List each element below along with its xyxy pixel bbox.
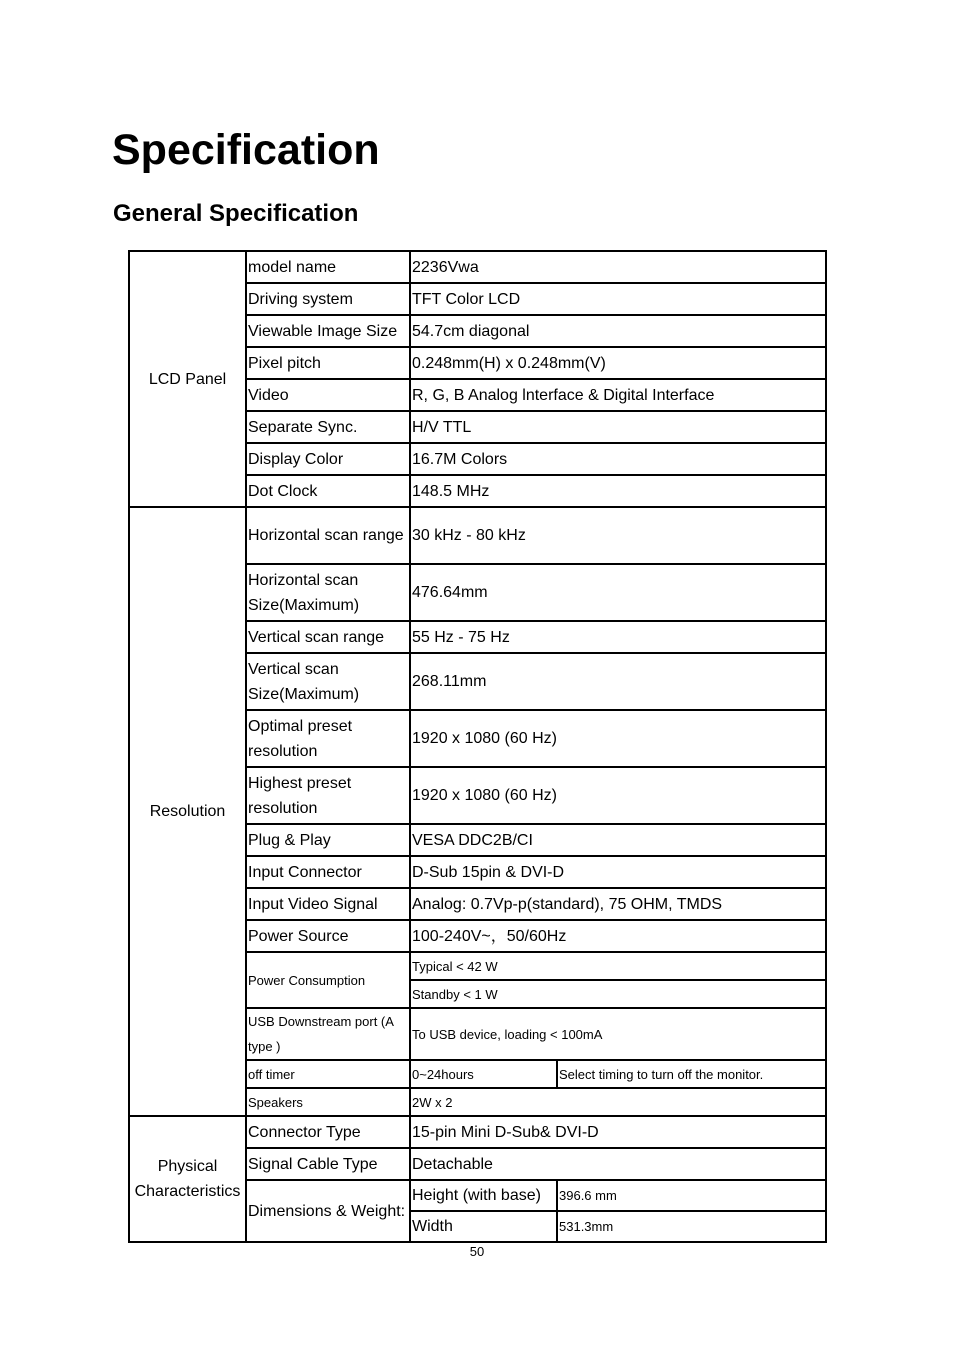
spec-label: Viewable Image Size [246, 315, 410, 347]
spec-label: Vertical scan Size(Maximum) [246, 653, 410, 710]
spec-label: Driving system [246, 283, 410, 315]
group-label-lcd-panel: LCD Panel [129, 251, 246, 507]
spec-value: VESA DDC2B/CI [410, 824, 826, 856]
spec-sublabel: Width [410, 1211, 557, 1242]
spec-label: Horizontal scan Size(Maximum) [246, 564, 410, 621]
spec-label: Separate Sync. [246, 411, 410, 443]
spec-label: Speakers [246, 1088, 410, 1116]
page-number: 50 [469, 1244, 485, 1259]
spec-label: Plug & Play [246, 824, 410, 856]
table-row [129, 1116, 826, 1148]
spec-value: 16.7M Colors [410, 443, 826, 475]
page-title: Specification [112, 126, 380, 174]
spec-label: Pixel pitch [246, 347, 410, 379]
table-row [129, 507, 826, 564]
group-label-physical: Physical Characteristics [129, 1116, 246, 1242]
section-heading: General Specification [113, 200, 359, 227]
spec-sublabel: Height (with base) [410, 1180, 557, 1211]
spec-label: Input Video Signal [246, 888, 410, 920]
spec-value: D-Sub 15pin & DVI-D [410, 856, 826, 888]
spec-label: Vertical scan range [246, 621, 410, 653]
spec-value: H/V TTL [410, 411, 826, 443]
spec-value: R, G, B Analog lnterface & Digital Interface [410, 379, 826, 411]
spec-value: Typical < 42 W [410, 952, 826, 980]
spec-label: Dimensions & Weight: [246, 1180, 410, 1242]
spec-value: 15-pin Mini D-Sub& DVI-D [410, 1116, 826, 1148]
spec-value: 148.5 MHz [410, 475, 826, 507]
spec-value: 55 Hz - 75 Hz [410, 621, 826, 653]
spec-value: 100-240V~，50/60Hz [410, 920, 826, 952]
spec-value: 0.248mm(H) x 0.248mm(V) [410, 347, 826, 379]
spec-value: 0~24hours [410, 1060, 557, 1088]
spec-value: Analog: 0.7Vp-p(standard), 75 OHM, TMDS [410, 888, 826, 920]
spec-label: off timer [246, 1060, 410, 1088]
spec-value: 1920 x 1080 (60 Hz) [410, 767, 826, 824]
spec-label: Power Source [246, 920, 410, 952]
spec-value: 396.6 mm [557, 1180, 826, 1211]
table-row [129, 251, 826, 283]
spec-label: Highest preset resolution [246, 767, 410, 824]
spec-label: Video [246, 379, 410, 411]
group-label-resolution: Resolution [129, 507, 246, 1116]
spec-label: model name [246, 251, 410, 283]
spec-label: Dot Clock [246, 475, 410, 507]
spec-value: Detachable [410, 1148, 826, 1180]
spec-value: 2236Vwa [410, 251, 826, 283]
spec-label: Input Connector [246, 856, 410, 888]
spec-value: 54.7cm diagonal [410, 315, 826, 347]
spec-value: 30 kHz - 80 kHz [410, 507, 826, 564]
spec-value: 476.64mm [410, 564, 826, 621]
spec-label: Horizontal scan range [246, 507, 410, 564]
spec-table [128, 250, 827, 1243]
spec-value: 531.3mm [557, 1211, 826, 1242]
spec-label: Power Consumption [246, 952, 410, 1008]
spec-label: USB Downstream port (A type ) [246, 1008, 410, 1060]
spec-value: 2W x 2 [410, 1088, 826, 1116]
spec-value: TFT Color LCD [410, 283, 826, 315]
spec-label: Optimal preset resolution [246, 710, 410, 767]
spec-label: Display Color [246, 443, 410, 475]
spec-label: Connector Type [246, 1116, 410, 1148]
spec-value: 1920 x 1080 (60 Hz) [410, 710, 826, 767]
spec-note: Select timing to turn off the monitor. [557, 1060, 826, 1088]
spec-label: Signal Cable Type [246, 1148, 410, 1180]
spec-value: Standby < 1 W [410, 980, 826, 1008]
spec-value: To USB device, loading < 100mA [410, 1008, 826, 1060]
spec-value: 268.11mm [410, 653, 826, 710]
